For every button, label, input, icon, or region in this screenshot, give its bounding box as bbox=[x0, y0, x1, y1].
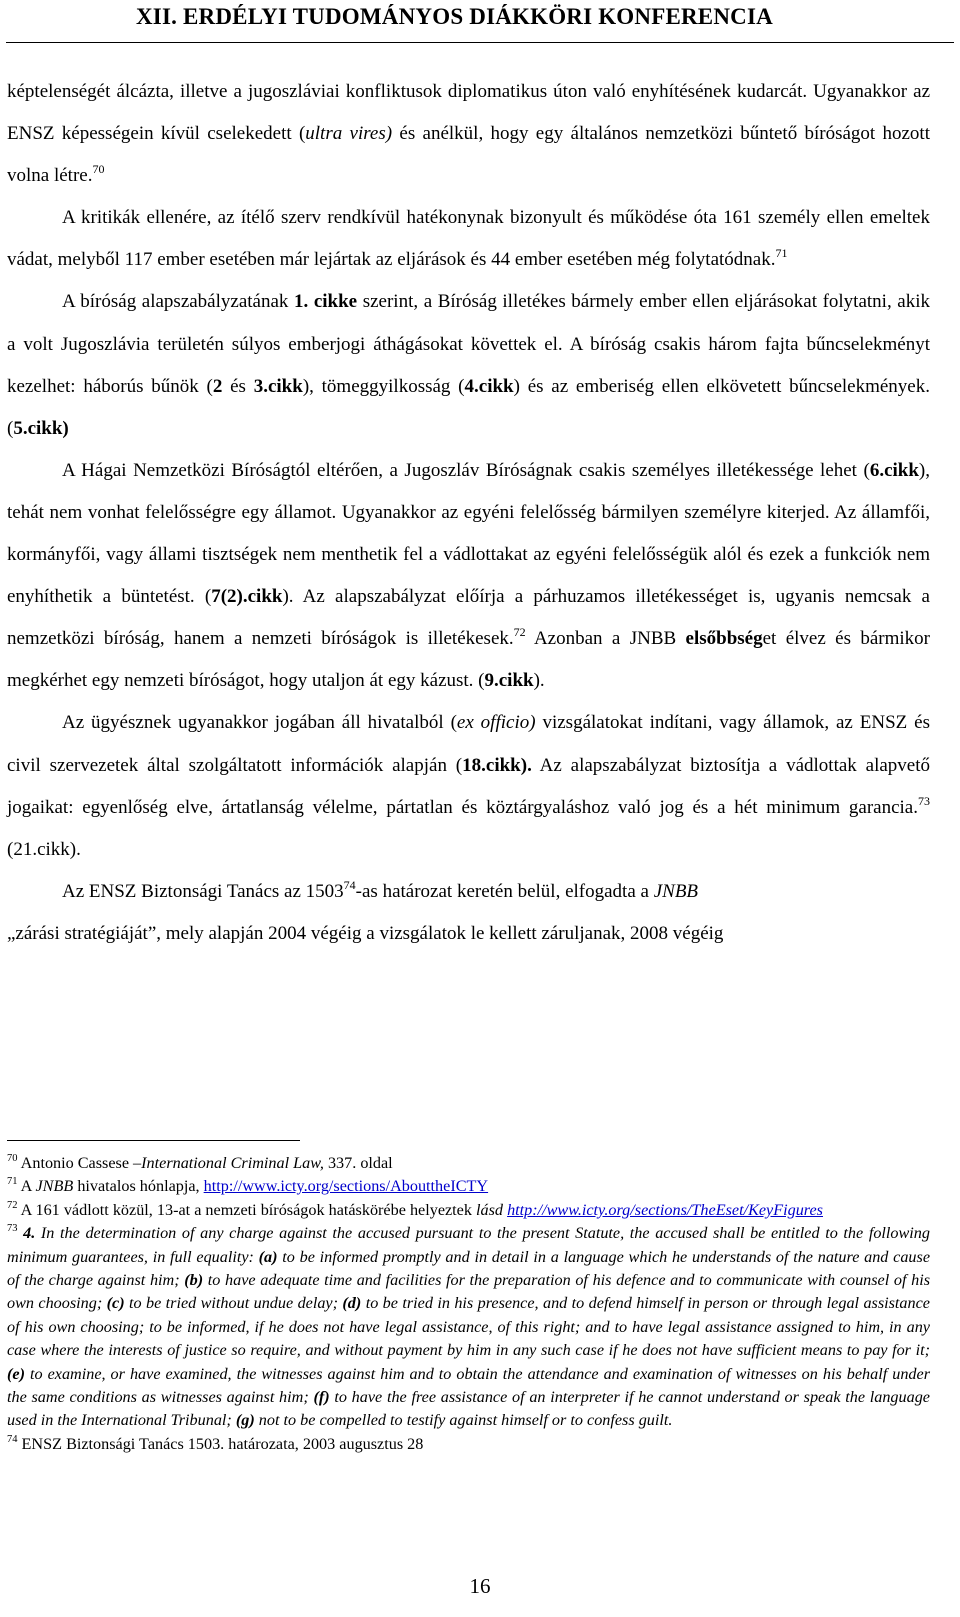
paragraph-text: A Hágai Nemzetközi Bíróságtól eltérően, a Jugoszláv Bíróságnak csakis személyes illetékessége lehet ( bbox=[62, 459, 870, 481]
article-ref: 5.cikk) bbox=[13, 417, 69, 439]
paragraph-text: képtelenségét álcázta, illetve a jugoszláviai konfliktusok diplomatikus úton való enyhítésének kudarcát. Ugyanakkor az ENSZ képességein kívül cselekedett ( bbox=[7, 81, 930, 145]
article-ref: 1. cikke bbox=[294, 291, 358, 313]
footnote-text: A 161 vádlott közül, 13-at a nemzeti bíróságok hatáskörébe helyeztek bbox=[20, 1200, 477, 1219]
paragraph-text: vizsgálatokat indítani, vagy államok, az ENSZ és civil szervezetek által szolgáltatott információk alapján ( bbox=[7, 712, 930, 776]
paragraph-text: Azonban a JNBB bbox=[525, 628, 686, 650]
article-ref: 6.cikk bbox=[869, 459, 919, 481]
footnote-text: not to be compelled to testify against himself or to confess guilt. bbox=[254, 1411, 673, 1430]
footnote-ref-71[interactable]: 71 bbox=[775, 246, 788, 261]
footnote-73 bbox=[7, 1222, 930, 1433]
article-ref: 2 bbox=[212, 375, 223, 397]
article-ref: 7(2).cikk bbox=[211, 586, 283, 608]
footnote-bold: (a) bbox=[258, 1247, 278, 1266]
footnote-bold: (d) bbox=[342, 1294, 362, 1313]
footnote-ref-74[interactable]: 74 bbox=[343, 877, 356, 892]
footnote-bold: (c) bbox=[106, 1294, 125, 1313]
footnote-text: to be tried in his presence, and to defend himself in person or through legal assistance of his own choosing; to be informed, if he does not have legal assistance, of this right; and to have legal assistance assigned to him, in any case where the interests of justice so require, and without payment by him in any such case if he does not have sufficient means to pay for it; bbox=[7, 1294, 930, 1360]
paragraph-text: A kritikák ellenére, az ítélő szerv rendkívül hatékonynak bizonyult és működése óta 161 személy ellen emeltek vádat, melyből 117 ember esetében már lejártak az eljárások és 44 ember esetében még folytatódnak. bbox=[7, 207, 930, 271]
footnote-italic: International Criminal Law, bbox=[141, 1154, 324, 1172]
footnote-bold: (f) bbox=[313, 1388, 330, 1407]
footnote-71 bbox=[7, 1175, 930, 1198]
footnote-ref-72[interactable]: 72 bbox=[513, 625, 526, 640]
paragraph-text: et élvez és bármikor megkérhet egy nemzeti bíróságot, hogy utaljon át egy kázust. ( bbox=[7, 628, 930, 692]
paragraph-3 bbox=[7, 281, 930, 449]
article-ref: 3.cikk bbox=[253, 375, 303, 397]
footnote-text: to examine, or have examined, the witnesses against him and to obtain the attendance and examination of witnesses on his behalf under the same conditions as witnesses against him; bbox=[7, 1364, 930, 1407]
footnote-number: 70 bbox=[7, 1153, 18, 1164]
paragraph-2 bbox=[7, 197, 930, 281]
italic-term: ultra vires) bbox=[305, 123, 393, 145]
italic-term: ex officio) bbox=[456, 712, 536, 734]
footnote-text: In the determination of any charge against the accused pursuant to the present Statute, the accused shall be entitled to the following minimum guarantees, in full equality: bbox=[7, 1224, 930, 1266]
article-ref: 4.cikk bbox=[464, 375, 514, 397]
footnote-bold: (g) bbox=[235, 1411, 255, 1430]
italic-term: JNBB bbox=[653, 880, 699, 902]
paragraph-text: ), tömeggyilkosság ( bbox=[302, 375, 465, 397]
article-ref: 9.cikk bbox=[484, 670, 534, 692]
footnote-74 bbox=[7, 1433, 930, 1456]
paragraph-4 bbox=[7, 450, 930, 703]
conference-header: XII. ERDÉLYI TUDOMÁNYOS DIÁKKÖRI KONFERENCIA bbox=[136, 4, 773, 29]
footnote-italic: lásd bbox=[476, 1200, 504, 1219]
paragraph-text: Az alapszabályzat biztosítja a vádlottak alapvető jogaikat: egyenlőség elve, ártatlanság vélelme, pártatlan és köztárgyaláshoz való jog és a hét minimum garancia. bbox=[7, 754, 930, 818]
footnote-text: A bbox=[20, 1177, 36, 1196]
paragraph-text: -as határozat keretén belül, elfogadta a bbox=[355, 880, 654, 902]
footnote-bold: (e) bbox=[7, 1364, 25, 1383]
footnote-text: to have the free assistance of an interpreter if he cannot understand or speak the language used in the International Tribunal; bbox=[7, 1388, 930, 1430]
paragraph-text: szerint, a Bíróság illetékes bármely ember ellen eljárásokat folytatni, akik a volt Jugoszlávia területén súlyos emberjogi áthágásokat követtek el. A bíróság csakis három fajta bűncselekményt kezelhet: háborús bűnök ( bbox=[7, 291, 931, 397]
footnote-number: 74 bbox=[7, 1433, 18, 1445]
header-rule bbox=[6, 42, 954, 43]
footnote-ref-73[interactable]: 73 bbox=[918, 793, 930, 808]
footnote-text: to have adequate time and facilities for the preparation of his defence and to communicate with counsel of his own choosing; bbox=[7, 1271, 930, 1313]
main-text bbox=[7, 71, 930, 955]
paragraph-5 bbox=[7, 702, 930, 870]
footnote-text: Antonio Cassese – bbox=[20, 1154, 142, 1172]
icty-keyfigures-link[interactable]: http://www.icty.org/sections/TheEset/KeyFigures bbox=[507, 1200, 823, 1219]
footnote-70 bbox=[7, 1152, 930, 1175]
footnote-72 bbox=[7, 1199, 930, 1222]
footnote-bold: 4. bbox=[23, 1224, 36, 1243]
paragraph-text: ). Az alapszabályzat előírja a párhuzamos illetékességet is, ugyanis nemcsak a nemzetközi bíróság, hanem a nemzeti bíróságok is illetékesek. bbox=[7, 586, 930, 650]
footnote-separator bbox=[7, 1140, 300, 1141]
footnote-text: to be tried without undue delay; bbox=[124, 1294, 343, 1313]
footnote-text: hivatalos hónlapja, bbox=[73, 1177, 204, 1196]
footnote-text: ENSZ Biztonsági Tanács 1503. határozata, 2003 augusztus 28 bbox=[21, 1434, 424, 1453]
paragraph-text: Az ügyésznek ugyanakkor jogában áll hivatalból ( bbox=[62, 712, 457, 734]
bold-term: elsőbbség bbox=[685, 628, 763, 650]
icty-about-link[interactable]: http://www.icty.org/sections/AbouttheICTY bbox=[203, 1177, 489, 1196]
footnote-ref-70[interactable]: 70 bbox=[92, 162, 105, 177]
paragraph-text: Az ENSZ Biztonsági Tanács az 1503 bbox=[62, 880, 344, 902]
footnote-number: 71 bbox=[7, 1176, 18, 1188]
paragraph-text: „zárási stratégiáját”, mely alapján 2004 végéig a vizsgálatok le kellett záruljanak, 2008 végéig bbox=[7, 922, 724, 944]
paragraph-text: A bíróság alapszabályzatának bbox=[62, 291, 294, 313]
paragraph-text: ). bbox=[533, 670, 545, 692]
footnotes bbox=[7, 1152, 930, 1456]
footnote-text: 337. oldal bbox=[323, 1154, 393, 1172]
paragraph-text: és anélkül, hogy egy általános nemzetközi bűntető bíróságot hozott volna létre. bbox=[7, 123, 930, 187]
page-number: 16 bbox=[469, 1574, 491, 1598]
paragraph-text: ), tehát nem vonhat felelősségre egy államot. Ugyanakkor az egyéni felelősség bármilyen személyre kiterjed. Az államfői, kormányfői, vagy állami tisztségek nem menthetik fel a vádlottakat az egyéni felelősségük alól és ezek a funkciók nem enyhíthetik a büntetést. ( bbox=[7, 459, 930, 608]
footnote-text: to be informed promptly and in detail in a language which he understands of the nature and cause of the charge against him; bbox=[7, 1247, 931, 1290]
footnote-bold: (b) bbox=[184, 1271, 204, 1290]
article-ref: 18.cikk). bbox=[462, 754, 532, 776]
paragraph-text: és bbox=[222, 375, 254, 397]
footnote-number: 72 bbox=[7, 1199, 18, 1211]
paragraph-1 bbox=[7, 71, 930, 197]
paragraph-text: ) és az emberiség ellen elkövetett bűncselekmények. ( bbox=[7, 375, 930, 439]
paragraph-6 bbox=[7, 871, 930, 955]
footnote-italic: JNBB bbox=[35, 1177, 74, 1196]
paragraph-text: (21.cikk). bbox=[7, 838, 81, 860]
footnote-number: 73 bbox=[7, 1223, 18, 1235]
